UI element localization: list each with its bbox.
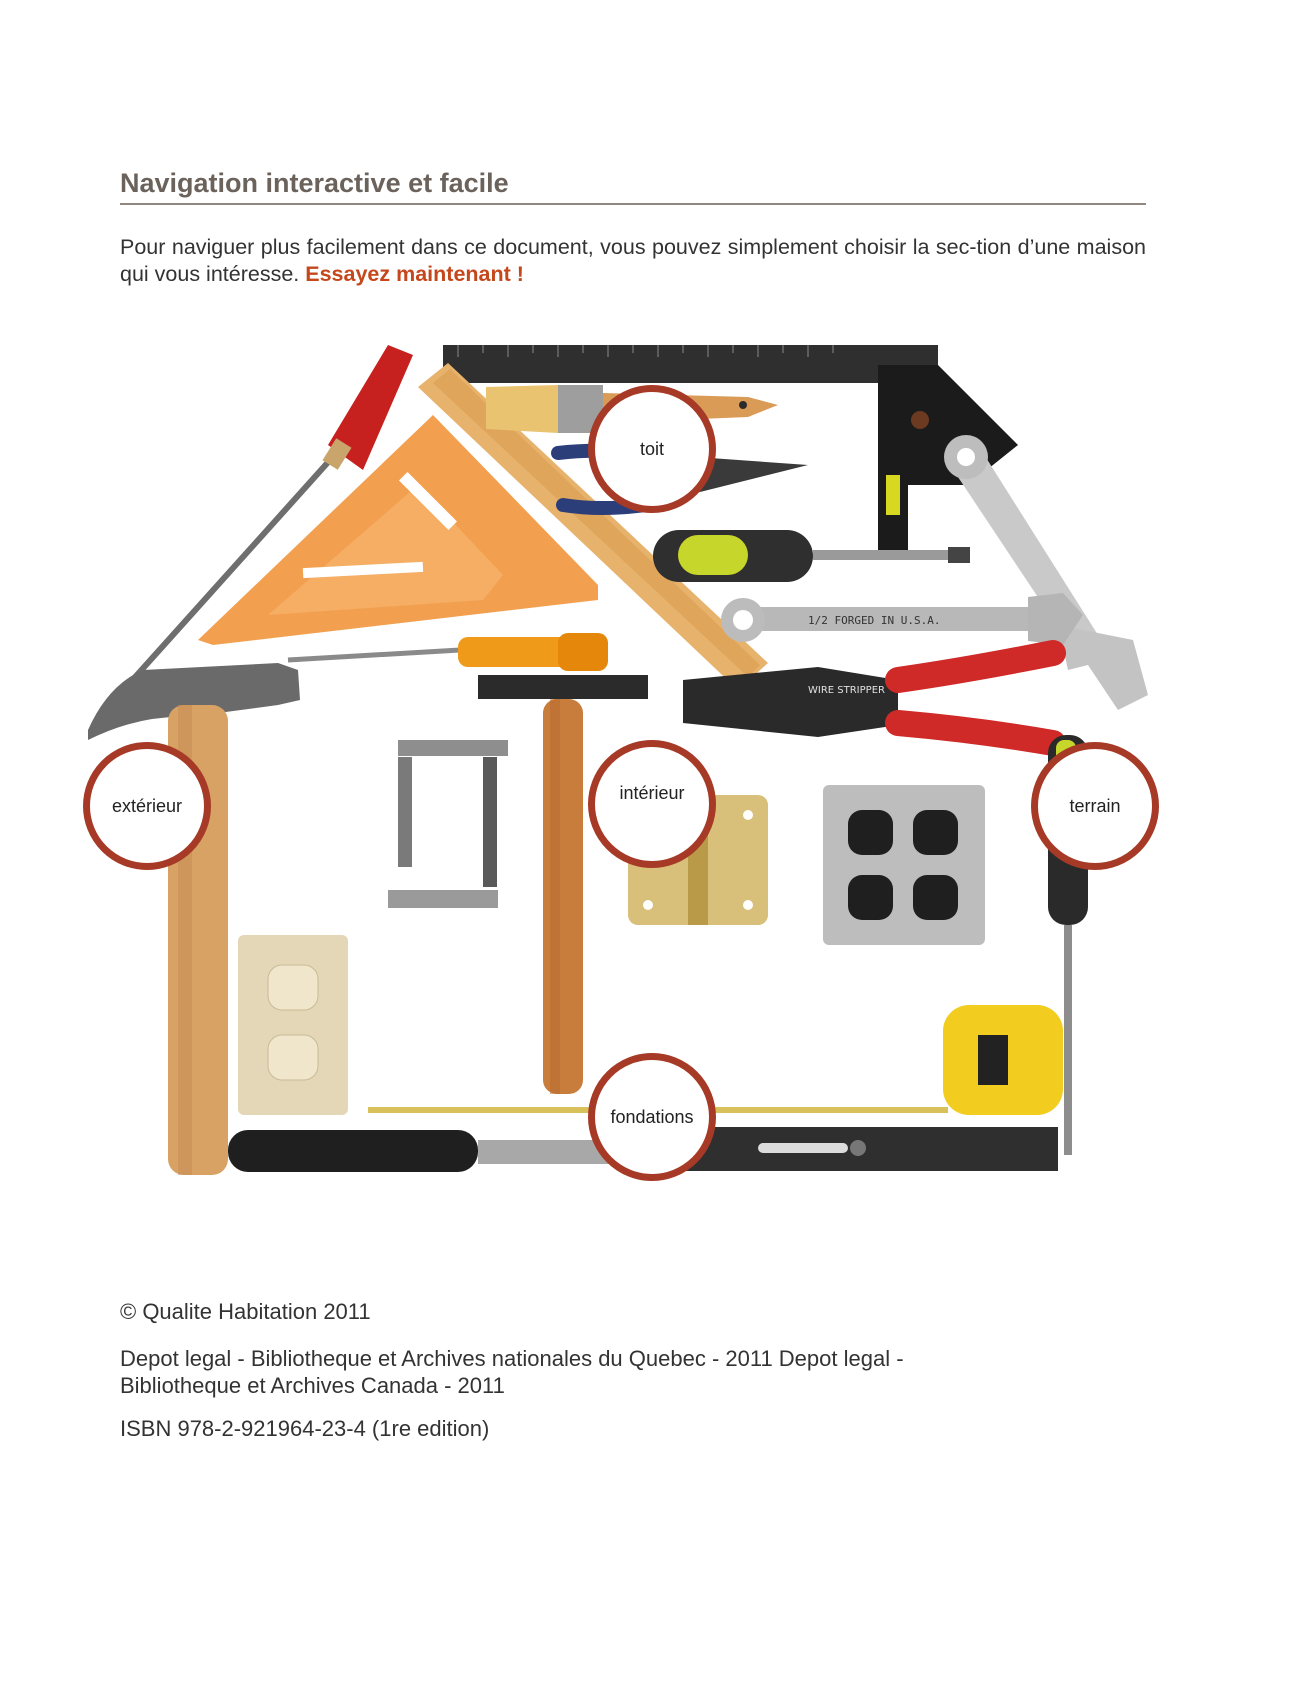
house-of-tools-image: [88, 345, 1248, 1275]
copyright: © Qualite Habitation 2011: [120, 1299, 371, 1324]
nav-exterieur-label: extérieur: [111, 795, 183, 816]
nav-fondations-label: fondations: [610, 1106, 694, 1127]
nav-terrain-button[interactable]: [1031, 742, 1159, 870]
double-outlet-icon: [823, 785, 985, 945]
wire-stripper-text: WIRE STRIPPER: [808, 685, 885, 696]
nav-fondations-button[interactable]: [588, 1053, 716, 1181]
screwdriver-orange-icon: [288, 633, 608, 671]
call-to-action: Essayez maintenant !: [305, 262, 524, 286]
wall-outlet-icon: [238, 935, 348, 1115]
nav-exterieur-button[interactable]: [83, 742, 211, 870]
level-icon: [678, 1127, 1058, 1171]
combination-wrench-icon: [721, 593, 1083, 645]
bolts-icon: [388, 740, 508, 908]
nav-interieur-button[interactable]: [588, 740, 716, 868]
tape-measure-icon: [368, 1005, 1063, 1115]
wrench-stamp: 1/2 FORGED IN U.S.A.: [808, 614, 941, 627]
nav-terrain-label: terrain: [1069, 795, 1121, 816]
intro-text: Pour naviguer plus facilement dans ce document, vous pouvez simplement choisir la sec-tion d’une maison qui vous intéresse.: [120, 235, 1146, 286]
ball-peen-hammer-icon: [478, 675, 648, 1094]
legal-deposit: Depot legal - Bibliotheque et Archives nationales du Quebec - 2011 Depot legal - Bibliotheque et Archives Canada - 2011: [120, 1346, 904, 1398]
nav-toit-button[interactable]: [588, 385, 716, 513]
nav-interieur-label: intérieur: [619, 782, 685, 803]
nav-toit-label: toit: [639, 438, 664, 459]
intro-paragraph: [120, 234, 1146, 288]
isbn: ISBN 978-2-921964-23-4 (1re edition): [120, 1416, 490, 1441]
screwdriver-yellow-icon: [653, 530, 970, 582]
section-title: Navigation interactive et facile: [120, 168, 1146, 205]
